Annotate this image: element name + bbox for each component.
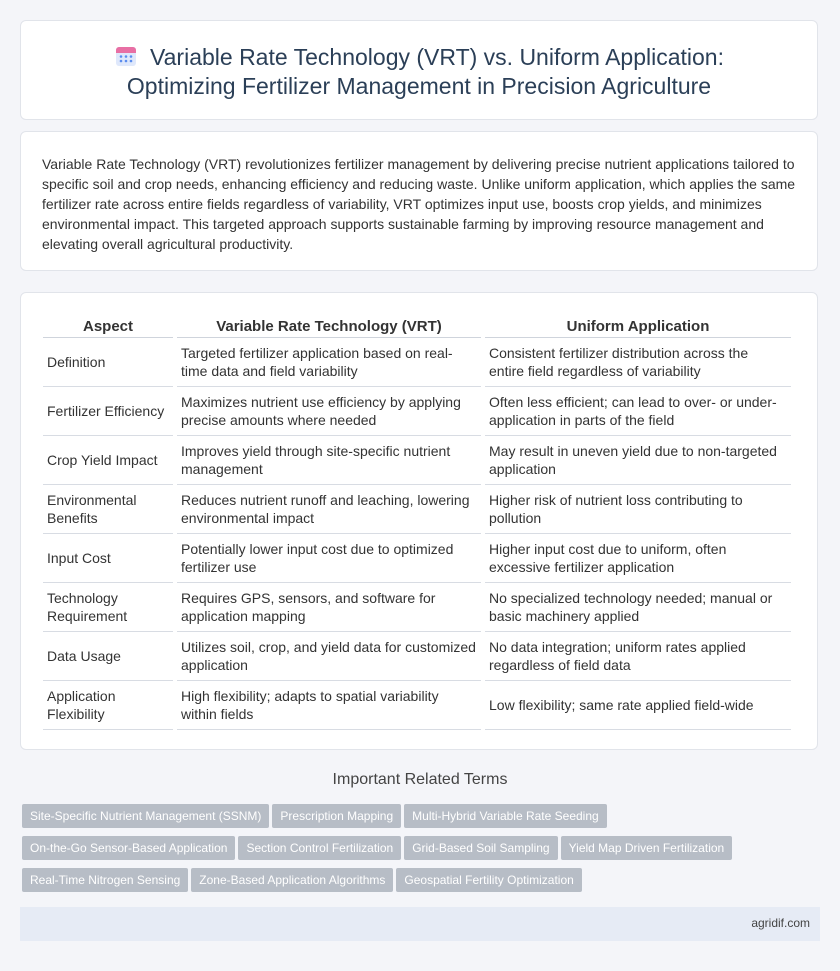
comparison-table: [39, 315, 795, 730]
table-row: [43, 534, 791, 583]
vrt-cell: Targeted fertilizer application based on real-time data and field variability: [177, 338, 481, 387]
uniform-cell: Low flexibility; same rate applied field-wide: [485, 681, 791, 730]
footer-site-link[interactable]: agridif.com: [751, 916, 810, 930]
calendar-grid-icon: [114, 44, 138, 68]
aspect-cell: Input Cost: [43, 534, 173, 583]
title-line-2: Optimizing Fertilizer Management in Precision Agriculture: [126, 73, 712, 99]
tag-zone-based-algorithms[interactable]: Zone-Based Application Algorithms: [191, 868, 393, 892]
tag-sensor-based-application[interactable]: On-the-Go Sensor-Based Application: [22, 836, 235, 860]
uniform-cell: Often less efficient; can lead to over- or under-application in parts of the field: [485, 387, 791, 436]
tag-ssnm[interactable]: Site-Specific Nutrient Management (SSNM): [22, 804, 269, 828]
tag-prescription-mapping[interactable]: Prescription Mapping: [272, 804, 401, 828]
vrt-cell: Maximizes nutrient use efficiency by applying precise amounts where needed: [177, 387, 481, 436]
table-row: [43, 583, 791, 632]
intro-card: [20, 131, 818, 271]
vrt-cell: Potentially lower input cost due to optimized fertilizer use: [177, 534, 481, 583]
uniform-cell: May result in uneven yield due to non-targeted application: [485, 436, 791, 485]
tag-nitrogen-sensing[interactable]: Real-Time Nitrogen Sensing: [22, 868, 188, 892]
title-line-1: Variable Rate Technology (VRT) vs. Uniform Application:: [150, 44, 724, 70]
uniform-cell: Consistent fertilizer distribution across the entire field regardless of variability: [485, 338, 791, 387]
table-row: [43, 632, 791, 681]
vrt-cell: Utilizes soil, crop, and yield data for customized application: [177, 632, 481, 681]
aspect-cell: Fertilizer Efficiency: [43, 387, 173, 436]
table-row: [43, 436, 791, 485]
tag-row: [22, 804, 822, 836]
aspect-cell: Definition: [43, 338, 173, 387]
table-row: [43, 387, 791, 436]
related-terms-heading: Important Related Terms: [332, 771, 508, 788]
aspect-cell: Data Usage: [43, 632, 173, 681]
comparison-card: [20, 292, 818, 750]
header-aspect: Aspect: [43, 315, 173, 338]
uniform-cell: No data integration; uniform rates applied regardless of field data: [485, 632, 791, 681]
tag-multi-hybrid-seeding[interactable]: Multi-Hybrid Variable Rate Seeding: [404, 804, 607, 828]
vrt-cell: High flexibility; adapts to spatial variability within fields: [177, 681, 481, 730]
tag-section-control[interactable]: Section Control Fertilization: [238, 836, 401, 860]
tag-row: [22, 836, 822, 868]
header-vrt: Variable Rate Technology (VRT): [177, 315, 481, 338]
aspect-cell: Environmental Benefits: [43, 485, 173, 534]
uniform-cell: No specialized technology needed; manual or basic machinery applied: [485, 583, 791, 632]
header-uniform: Uniform Application: [485, 315, 791, 338]
footer: [20, 907, 820, 941]
table-row: [43, 485, 791, 534]
tag-geospatial-fertility[interactable]: Geospatial Fertility Optimization: [396, 868, 581, 892]
page-title: [21, 43, 817, 101]
aspect-cell: Application Flexibility: [43, 681, 173, 730]
aspect-cell: Technology Requirement: [43, 583, 173, 632]
aspect-cell: Crop Yield Impact: [43, 436, 173, 485]
tag-row: [22, 868, 822, 900]
intro-paragraph: Variable Rate Technology (VRT) revolutionizes fertilizer management by delivering precise nutrient applications tailored to specific soil and crop needs, enhancing efficiency and reducing waste. Unlike uniform application, which applies the same fertilizer rate across entire fields regardless of variability, VRT optimizes input use, boosts crop yields, and minimizes environmental impact. This targeted approach supports sustainable farming by improving resource management and elevating overall agricultural productivity.: [42, 156, 796, 252]
table-row: [43, 681, 791, 730]
tag-grid-soil-sampling[interactable]: Grid-Based Soil Sampling: [404, 836, 557, 860]
related-terms-tags: [22, 804, 822, 900]
uniform-cell: Higher risk of nutrient loss contributing to pollution: [485, 485, 791, 534]
tag-yield-map-fertilization[interactable]: Yield Map Driven Fertilization: [561, 836, 733, 860]
title-card: [20, 20, 818, 120]
vrt-cell: Improves yield through site-specific nutrient management: [177, 436, 481, 485]
vrt-cell: Reduces nutrient runoff and leaching, lowering environmental impact: [177, 485, 481, 534]
table-header-row: [43, 315, 791, 338]
vrt-cell: Requires GPS, sensors, and software for application mapping: [177, 583, 481, 632]
uniform-cell: Higher input cost due to uniform, often excessive fertilizer application: [485, 534, 791, 583]
table-row: [43, 338, 791, 387]
